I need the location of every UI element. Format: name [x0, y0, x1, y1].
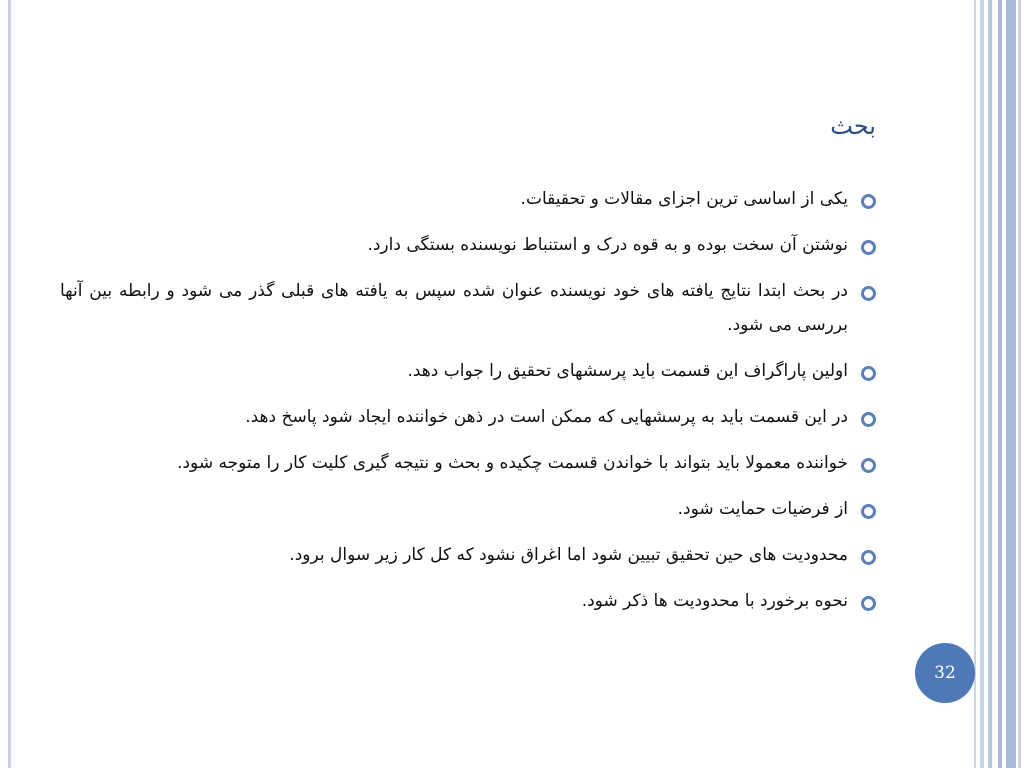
bullet-list [60, 182, 878, 630]
stripe [980, 0, 984, 768]
bullet-item [60, 182, 878, 216]
stripe [1006, 0, 1016, 768]
stripe [1018, 0, 1021, 768]
bullet-circle-icon [861, 286, 876, 301]
bullet-text: از فرضیات حمایت شود. [677, 499, 848, 519]
bullet-text: نحوه برخورد با محدودیت ها ذکر شود. [581, 591, 848, 611]
bullet-item [60, 492, 878, 526]
bullet-circle-icon [861, 412, 876, 427]
left-border-line [8, 0, 11, 768]
bullet-text: خواننده معمولا باید بتواند با خواندن قسمت چکیده و بحث و نتیجه گیری کلیت کار را متوجه شود. [177, 453, 848, 473]
bullet-text: در بحث ابتدا نتایج یافته های خود نویسنده عنوان شده سپس به یافته های قبلی گذر می شود و رابطه بین آنها بررسی می شود. [60, 281, 848, 335]
bullet-circle-icon [861, 458, 876, 473]
bullet-circle-icon [861, 504, 876, 519]
bullet-circle-icon [861, 240, 876, 255]
bullet-text: یکی از اساسی ترین اجزای مقالات و تحقیقات. [520, 189, 848, 209]
bullet-text: محدودیت های حین تحقیق تبیین شود اما اغراق نشود که کل کار زیر سوال برود. [289, 545, 848, 565]
bullet-item [60, 354, 878, 388]
stripe [998, 0, 1002, 768]
bullet-text: نوشتن آن سخت بوده و به قوه درک و استنباط نویسنده بستگی دارد. [367, 235, 848, 255]
right-decorative-stripes [974, 0, 1024, 768]
bullet-circle-icon [861, 596, 876, 611]
bullet-item [60, 584, 878, 618]
page-number-badge: 32 [915, 643, 975, 703]
stripe [974, 0, 976, 768]
bullet-circle-icon [861, 550, 876, 565]
bullet-item [60, 446, 878, 480]
stripe [988, 0, 992, 768]
bullet-item [60, 274, 878, 342]
bullet-item [60, 400, 878, 434]
slide-title: بحث [830, 112, 876, 140]
bullet-item [60, 228, 878, 262]
bullet-circle-icon [861, 194, 876, 209]
bullet-item [60, 538, 878, 572]
bullet-text: در این قسمت باید به پرسشهایی که ممکن است در ذهن خواننده ایجاد شود پاسخ دهد. [245, 407, 848, 427]
bullet-circle-icon [861, 366, 876, 381]
bullet-text: اولین پاراگراف این قسمت باید پرسشهای تحقیق را جواب دهد. [407, 361, 848, 381]
